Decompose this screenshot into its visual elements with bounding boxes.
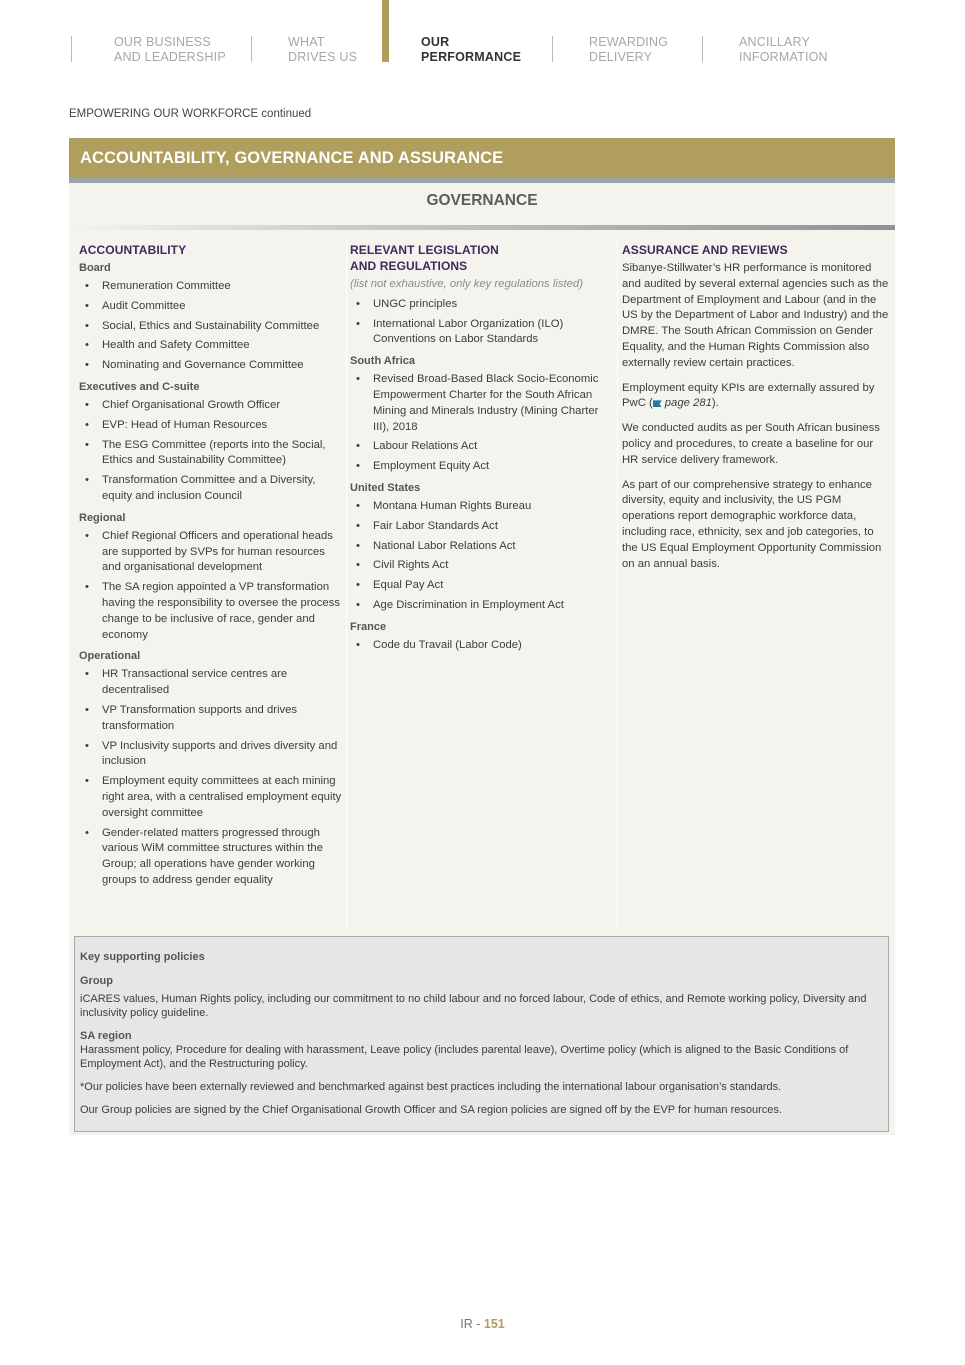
south-africa-label: South Africa <box>350 355 415 368</box>
list-item: • Gender-related matters progressed through various WiM committee structures within the Group; all operations have gender working groups to address gender equality <box>79 826 342 889</box>
executives-label: Executives and C-suite <box>79 380 200 393</box>
nav-item-our-business[interactable] <box>114 35 226 65</box>
regional-label: Regional <box>79 511 126 524</box>
assurance-text: Employment equity KPIs are externally assured by PwC ( <box>622 381 875 410</box>
nav-item-line: REWARDING <box>589 35 669 49</box>
list-item: • Health and Safety Committee <box>79 338 342 354</box>
nav-item-line: OUR BUSINESS <box>114 35 211 49</box>
list-item: • The SA region appointed a VP transformation having the responsibility to oversee the process change to be inclusive of race, gender and economy <box>79 580 342 643</box>
legislation-heading <box>350 242 607 274</box>
sub-title: GOVERNANCE <box>426 192 538 209</box>
general-legislation-list <box>350 297 607 348</box>
policies-group-label: Group <box>80 975 113 987</box>
policies-group-text: iCARES values, Human Rights policy, including our commitment to no child labour and no forced labour, Code of ethics, and Remote working policy, Diversity and inclusivity policy guideline. <box>80 993 867 1019</box>
policies-heading: Key supporting policies <box>80 951 205 963</box>
nav-item-what-drives-us[interactable] <box>288 35 357 65</box>
nav-item-line: AND LEADERSHIP <box>114 50 226 64</box>
nav-active-indicator <box>382 0 389 62</box>
assurance-heading: ASSURANCE AND REVIEWS <box>622 243 788 257</box>
assurance-paragraph <box>622 381 890 413</box>
list-item: • Transformation Committee and a Diversity, equity and inclusion Council <box>79 473 342 505</box>
policies-footnote: *Our policies have been externally reviewed and benchmarked against best practices including the international labour organisation’s standards. <box>80 1081 782 1093</box>
list-item: • Nominating and Governance Committee <box>79 358 342 374</box>
list-item: • Revised Broad-Based Black Socio-Economic Empowerment Charter for the South African Mining and Minerals Industry (Mining Charter III), 2018 <box>350 372 607 435</box>
legislation-note: (list not exhaustive, only key regulations listed) <box>350 278 583 290</box>
sub-title-divider <box>69 225 895 230</box>
page-reference-icon <box>653 400 662 407</box>
board-label: Board <box>79 262 111 274</box>
list-item: • National Labor Relations Act <box>350 539 607 555</box>
list-item: • Equal Pay Act <box>350 578 607 594</box>
list-item: • Fair Labor Standards Act <box>350 519 607 535</box>
banner-title: ACCOUNTABILITY, GOVERNANCE AND ASSURANCE <box>80 149 504 167</box>
page-number: 151 <box>483 1317 505 1331</box>
list-item: • Employment Equity Act <box>350 459 607 475</box>
regional-list <box>79 529 342 644</box>
nav-item-line: INFORMATION <box>739 50 828 64</box>
list-item: • Social, Ethics and Sustainability Committee <box>79 319 342 335</box>
south-africa-list <box>350 372 607 475</box>
list-item: • Chief Regional Officers and operational heads are supported by SVPs for human resources and organisational development <box>79 529 342 576</box>
page-reference-link[interactable]: page 281 <box>664 397 712 410</box>
nav-item-line: OUR <box>421 35 450 49</box>
assurance-text: ). <box>711 397 719 410</box>
column-divider <box>346 240 347 928</box>
nav-item-line: WHAT <box>288 35 325 49</box>
nav-item-line: ANCILLARY <box>739 35 811 49</box>
list-item: • Code du Travail (Labor Code) <box>350 638 607 654</box>
list-item: • VP Inclusivity supports and drives diversity and inclusion <box>79 739 342 771</box>
nav-item-ancillary-information[interactable] <box>739 35 828 65</box>
list-item: • Chief Organisational Growth Officer <box>79 398 342 414</box>
nav-separator <box>251 36 252 62</box>
list-item: • Remuneration Committee <box>79 279 342 295</box>
legislation-column <box>350 242 607 658</box>
operational-list <box>79 667 342 888</box>
united-states-list <box>350 499 607 614</box>
legislation-heading-line1: RELEVANT LEGISLATION <box>350 243 499 257</box>
list-item: • Audit Committee <box>79 299 342 315</box>
list-item: • UNGC principles <box>350 297 607 313</box>
nav-separator <box>552 36 553 62</box>
key-policies-box <box>74 936 889 1132</box>
policies-sa-text: Harassment policy, Procedure for dealing with harassment, Leave policy (includes parental leave), Overtime policy (which is aligned to the Basic Conditions of Employment Act), and the Restructuring policy. <box>80 1044 849 1070</box>
nav-separator <box>702 36 703 62</box>
assurance-column <box>622 242 890 581</box>
list-item: • EVP: Head of Human Resources <box>79 418 342 434</box>
assurance-paragraph: As part of our comprehensive strategy to enhance diversity, equity and inclusivity, the US PGM operations report demographic workforce data, including race, ethnicity, sex and job categories, to the US Equal Employment Opportunity Commission on an annual basis. <box>622 478 882 570</box>
list-item: • The ESG Committee (reports into the Social, Ethics and Sustainability Committee) <box>79 438 342 470</box>
top-navigation <box>0 0 965 70</box>
executives-list <box>79 398 342 505</box>
united-states-label: United States <box>350 481 421 494</box>
nav-separator <box>71 36 72 62</box>
policies-signoff: Our Group policies are signed by the Chief Organisational Growth Officer and SA region policies are signed off by the EVP for human resources. <box>80 1104 782 1116</box>
operational-label: Operational <box>79 650 141 663</box>
nav-item-line: DELIVERY <box>589 50 653 64</box>
list-item: • International Labor Organization (ILO) Conventions on Labor Standards <box>350 317 607 349</box>
column-divider <box>617 240 618 928</box>
footer-prefix: IR - <box>460 1317 484 1331</box>
accountability-column <box>79 242 342 893</box>
france-label: France <box>350 620 387 633</box>
section-label: EMPOWERING OUR WORKFORCE continued <box>69 108 312 120</box>
list-item: • Labour Relations Act <box>350 439 607 455</box>
assurance-paragraph: We conducted audits as per South African business policy and procedures, to create a baseline for our HR service delivery framework. <box>622 422 880 466</box>
nav-item-our-performance[interactable] <box>421 35 521 65</box>
section-banner <box>69 138 895 178</box>
policies-sa-label: SA region <box>80 1030 132 1042</box>
nav-item-rewarding-delivery[interactable] <box>589 35 668 65</box>
list-item: • VP Transformation supports and drives transformation <box>79 703 342 735</box>
france-list <box>350 638 607 654</box>
list-item: • Employment equity committees at each mining right area, with a centralised employment equity oversight committee <box>79 774 342 821</box>
nav-item-line: DRIVES US <box>288 50 358 64</box>
nav-item-line: PERFORMANCE <box>421 50 522 64</box>
list-item: • HR Transactional service centres are decentralised <box>79 667 342 699</box>
board-list <box>79 279 342 374</box>
list-item: • Civil Rights Act <box>350 558 607 574</box>
legislation-heading-line2: AND REGULATIONS <box>350 259 468 273</box>
list-item: • Age Discrimination in Employment Act <box>350 598 607 614</box>
page-footer <box>0 1317 965 1331</box>
assurance-paragraph: Sibanye-Stillwater’s HR performance is monitored and audited by several external agencies such as the Department of Employment and Labour (and in the US by the Department of Labor and Industry) and the DMRE. The South African Commission on Gender Equality, and the Human Rights Commission also externally review certain practices. <box>622 262 889 369</box>
list-item: • Montana Human Rights Bureau <box>350 499 607 515</box>
accountability-heading: ACCOUNTABILITY <box>79 243 187 257</box>
